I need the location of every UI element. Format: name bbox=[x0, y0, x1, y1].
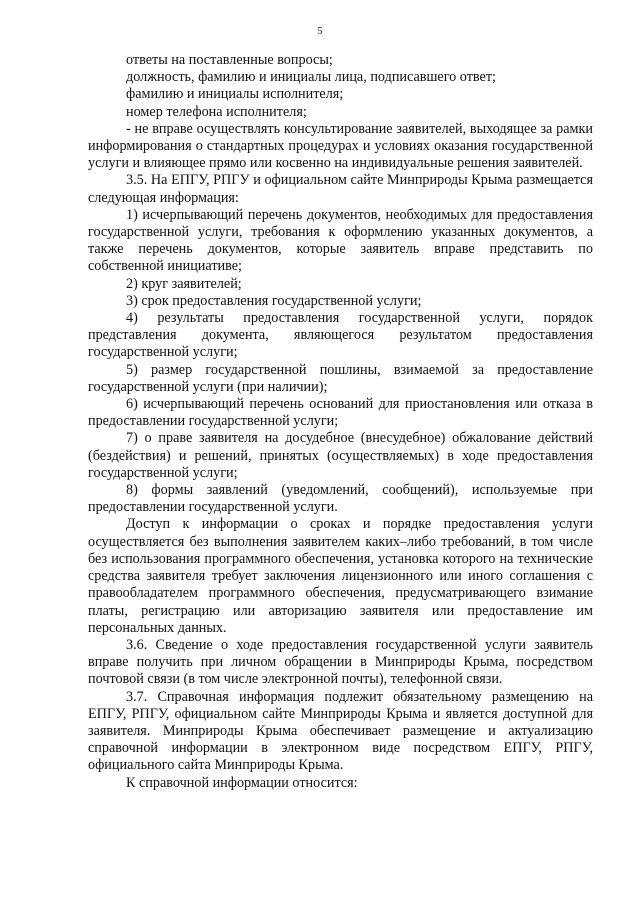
list-item: 2) круг заявителей; bbox=[126, 275, 242, 292]
list-item: 6) исчерпывающий перечень оснований для приостановления или отказа в предоставлении государственной услуги; bbox=[88, 396, 593, 430]
section-paragraph: 3.5. На ЕПГУ, РПГУ и официальном сайте Минприроды Крыма размещается следующая информация: bbox=[88, 172, 593, 206]
paragraph: Доступ к информации о сроках и порядке предоставления услуги осуществляется без выполнения заявителем каких–либо требований, в том числе без использования программного обеспечения, установка которого на технические средства заявителя требует заключения лицензионного или иного соглашения с правообладателем программного обеспечения, предусматривающего взимание платы, регистрацию или авторизацию заявителя или предоставление им персональных данных. bbox=[88, 516, 593, 636]
paragraph: - не вправе осуществлять консультирование заявителей, выходящее за рамки информирования о стандартных процедурах и условиях оказания государственной услуги и влияющее прямо или косвенно на индивидуальные решения заявителей. bbox=[88, 120, 593, 172]
section-paragraph: 3.7. Справочная информация подлежит обязательному размещению на ЕПГУ, РПГУ, официальном сайте Минприроды Крыма и является доступной для заявителя. Минприроды Крыма обеспечивает размещение и актуализацию справочной информации в электронном виде посредством ЕПГУ, РПГУ, официального сайта Минприроды Крыма. bbox=[88, 688, 593, 774]
list-item: 1) исчерпывающий перечень документов, необходимых для предоставления государственной услуги, требования к оформлению указанных документов, а также перечень документов, которые заявитель вправе представить по собственной инициативе; bbox=[88, 206, 593, 275]
paragraph: фамилию и инициалы исполнителя; bbox=[126, 86, 344, 103]
document-body bbox=[88, 52, 593, 792]
list-item: 8) формы заявлений (уведомлений, сообщений), используемые при предоставлении государственной услуги. bbox=[88, 482, 593, 516]
page-number: 5 bbox=[317, 26, 323, 37]
list-item: 5) размер государственной пошлины, взимаемой за предоставление государственной услуги (при наличии); bbox=[88, 361, 593, 395]
paragraph: К справочной информации относится: bbox=[126, 774, 358, 791]
list-item: 3) срок предоставления государственной услуги; bbox=[126, 292, 422, 309]
list-item: 7) о праве заявителя на досудебное (внесудебное) обжалование действий (бездействия) и решений, принятых (осуществляемых) в ходе предоставления государственной услуги; bbox=[88, 430, 593, 481]
section-paragraph: 3.6. Сведение о ходе предоставления государственной услуги заявитель вправе получить при личном обращении в Минприроды Крыма, посредством почтовой связи (в том числе электронной почты), телефонной связи. bbox=[88, 636, 593, 688]
paragraph: ответы на поставленные вопросы; bbox=[126, 52, 333, 68]
paragraph: номер телефона исполнителя; bbox=[126, 103, 307, 120]
list-item: 4) результаты предоставления государственной услуги, порядок представления документа, являющегося результатом предоставления государственной услуги; bbox=[88, 310, 593, 361]
paragraph: должность, фамилию и инициалы лица, подписавшего ответ; bbox=[126, 69, 496, 86]
